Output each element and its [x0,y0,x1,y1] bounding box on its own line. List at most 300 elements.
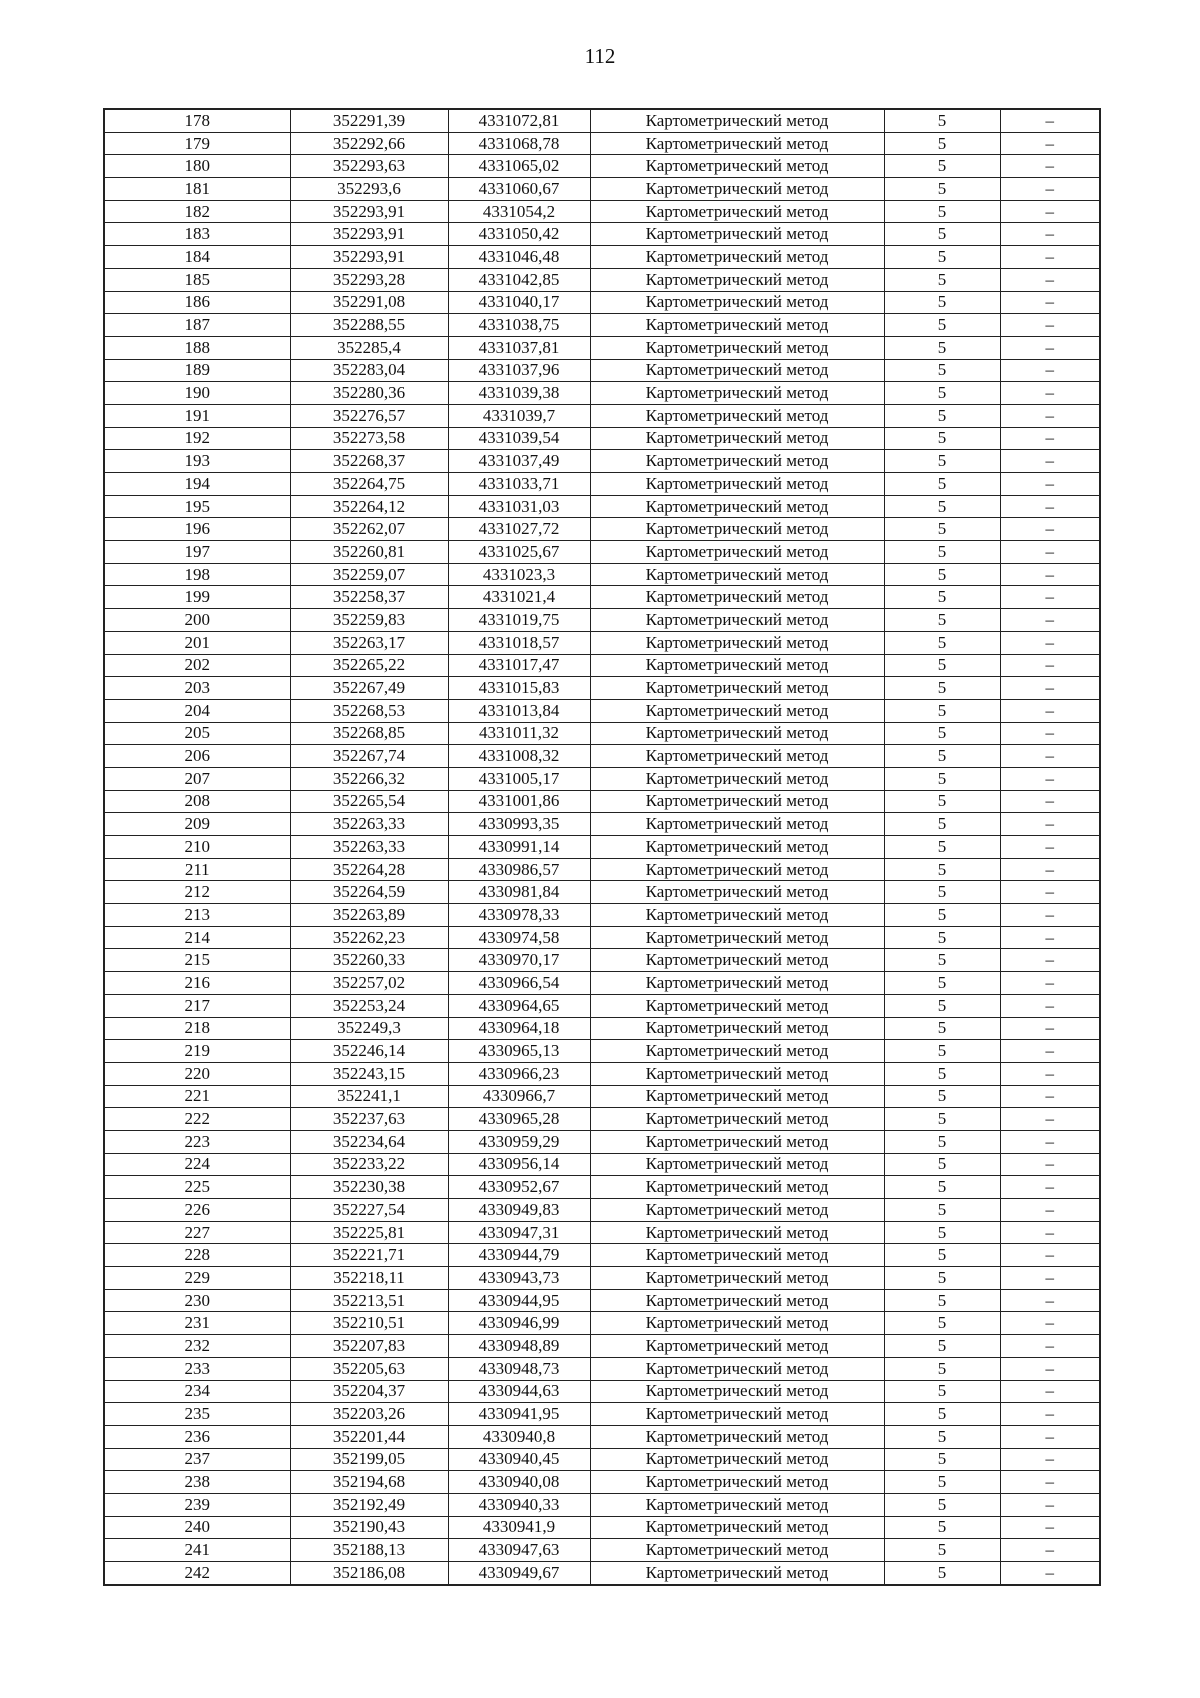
accuracy-cell: 5 [884,563,1000,586]
table-row [104,1062,1100,1085]
method-cell: Картометрический метод [590,881,884,904]
accuracy-cell: 5 [884,155,1000,178]
table-row [104,836,1100,859]
method-cell: Картометрический метод [590,1357,884,1380]
note-cell: – [1000,949,1100,972]
table-row [104,1516,1100,1539]
x-coordinate-cell: 352276,57 [290,404,448,427]
point-number-cell: 190 [104,382,290,405]
point-number-cell: 239 [104,1493,290,1516]
y-coordinate-cell: 4331019,75 [448,609,590,632]
x-coordinate-cell: 352253,24 [290,994,448,1017]
point-number-cell: 201 [104,631,290,654]
point-number-cell: 210 [104,836,290,859]
method-cell: Картометрический метод [590,1335,884,1358]
method-cell: Картометрический метод [590,473,884,496]
x-coordinate-cell: 352266,32 [290,767,448,790]
accuracy-cell: 5 [884,904,1000,927]
accuracy-cell: 5 [884,926,1000,949]
table-row [104,881,1100,904]
point-number-cell: 206 [104,745,290,768]
note-cell: – [1000,1562,1100,1585]
note-cell: – [1000,1221,1100,1244]
accuracy-cell: 5 [884,382,1000,405]
accuracy-cell: 5 [884,223,1000,246]
point-number-cell: 208 [104,790,290,813]
table-row [104,495,1100,518]
note-cell: – [1000,586,1100,609]
method-cell: Картометрический метод [590,1085,884,1108]
accuracy-cell: 5 [884,359,1000,382]
point-number-cell: 234 [104,1380,290,1403]
method-cell: Картометрический метод [590,699,884,722]
table-row [104,1493,1100,1516]
method-cell: Картометрический метод [590,1221,884,1244]
note-cell: – [1000,858,1100,881]
accuracy-cell: 5 [884,246,1000,269]
y-coordinate-cell: 4331072,81 [448,109,590,132]
method-cell: Картометрический метод [590,450,884,473]
accuracy-cell: 5 [884,1017,1000,1040]
x-coordinate-cell: 352234,64 [290,1130,448,1153]
table-row [104,699,1100,722]
y-coordinate-cell: 4330959,29 [448,1130,590,1153]
point-number-cell: 240 [104,1516,290,1539]
accuracy-cell: 5 [884,1267,1000,1290]
point-number-cell: 222 [104,1108,290,1131]
point-number-cell: 213 [104,904,290,927]
method-cell: Картометрический метод [590,1153,884,1176]
y-coordinate-cell: 4331039,7 [448,404,590,427]
y-coordinate-cell: 4330964,18 [448,1017,590,1040]
x-coordinate-cell: 352221,71 [290,1244,448,1267]
point-number-cell: 226 [104,1199,290,1222]
accuracy-cell: 5 [884,767,1000,790]
note-cell: – [1000,904,1100,927]
table-row [104,359,1100,382]
method-cell: Картометрический метод [590,563,884,586]
table-row [104,518,1100,541]
method-cell: Картометрический метод [590,541,884,564]
y-coordinate-cell: 4331042,85 [448,268,590,291]
method-cell: Картометрический метод [590,677,884,700]
accuracy-cell: 5 [884,518,1000,541]
accuracy-cell: 5 [884,1471,1000,1494]
method-cell: Картометрический метод [590,291,884,314]
accuracy-cell: 5 [884,1516,1000,1539]
y-coordinate-cell: 4330944,63 [448,1380,590,1403]
point-number-cell: 207 [104,767,290,790]
note-cell: – [1000,155,1100,178]
table-row [104,1130,1100,1153]
point-number-cell: 204 [104,699,290,722]
x-coordinate-cell: 352233,22 [290,1153,448,1176]
method-cell: Картометрический метод [590,1562,884,1585]
accuracy-cell: 5 [884,109,1000,132]
method-cell: Картометрический метод [590,609,884,632]
table-row [104,1017,1100,1040]
point-number-cell: 205 [104,722,290,745]
y-coordinate-cell: 4330991,14 [448,836,590,859]
accuracy-cell: 5 [884,473,1000,496]
y-coordinate-cell: 4331015,83 [448,677,590,700]
note-cell: – [1000,268,1100,291]
note-cell: – [1000,994,1100,1017]
note-cell: – [1000,1130,1100,1153]
note-cell: – [1000,404,1100,427]
point-number-cell: 189 [104,359,290,382]
x-coordinate-cell: 352265,54 [290,790,448,813]
table-row [104,904,1100,927]
x-coordinate-cell: 352283,04 [290,359,448,382]
note-cell: – [1000,1289,1100,1312]
note-cell: – [1000,1539,1100,1562]
x-coordinate-cell: 352280,36 [290,382,448,405]
note-cell: – [1000,1199,1100,1222]
method-cell: Картометрический метод [590,1199,884,1222]
point-number-cell: 233 [104,1357,290,1380]
table-row [104,1425,1100,1448]
method-cell: Картометрический метод [590,1108,884,1131]
point-number-cell: 241 [104,1539,290,1562]
x-coordinate-cell: 352267,49 [290,677,448,700]
method-cell: Картометрический метод [590,1062,884,1085]
note-cell: – [1000,745,1100,768]
x-coordinate-cell: 352201,44 [290,1425,448,1448]
point-number-cell: 231 [104,1312,290,1335]
accuracy-cell: 5 [884,1335,1000,1358]
note-cell: – [1000,677,1100,700]
accuracy-cell: 5 [884,1085,1000,1108]
table-row [104,1312,1100,1335]
y-coordinate-cell: 4331017,47 [448,654,590,677]
method-cell: Картометрический метод [590,1289,884,1312]
table-row [104,1153,1100,1176]
table-row [104,246,1100,269]
x-coordinate-cell: 352262,23 [290,926,448,949]
x-coordinate-cell: 352259,83 [290,609,448,632]
method-cell: Картометрический метод [590,836,884,859]
note-cell: – [1000,336,1100,359]
method-cell: Картометрический метод [590,1244,884,1267]
method-cell: Картометрический метод [590,155,884,178]
accuracy-cell: 5 [884,541,1000,564]
accuracy-cell: 5 [884,586,1000,609]
table-row [104,404,1100,427]
point-number-cell: 217 [104,994,290,1017]
x-coordinate-cell: 352218,11 [290,1267,448,1290]
y-coordinate-cell: 4330949,67 [448,1562,590,1585]
table-row [104,1267,1100,1290]
point-number-cell: 223 [104,1130,290,1153]
y-coordinate-cell: 4331054,2 [448,200,590,223]
x-coordinate-cell: 352210,51 [290,1312,448,1335]
y-coordinate-cell: 4330966,7 [448,1085,590,1108]
note-cell: – [1000,654,1100,677]
method-cell: Картометрический метод [590,904,884,927]
note-cell: – [1000,1425,1100,1448]
note-cell: – [1000,1493,1100,1516]
point-number-cell: 180 [104,155,290,178]
accuracy-cell: 5 [884,631,1000,654]
x-coordinate-cell: 352293,63 [290,155,448,178]
y-coordinate-cell: 4331039,38 [448,382,590,405]
point-number-cell: 193 [104,450,290,473]
y-coordinate-cell: 4331018,57 [448,631,590,654]
accuracy-cell: 5 [884,654,1000,677]
method-cell: Картометрический метод [590,359,884,382]
note-cell: – [1000,926,1100,949]
point-number-cell: 194 [104,473,290,496]
table-row [104,1040,1100,1063]
accuracy-cell: 5 [884,813,1000,836]
accuracy-cell: 5 [884,1448,1000,1471]
method-cell: Картометрический метод [590,972,884,995]
point-number-cell: 184 [104,246,290,269]
y-coordinate-cell: 4331060,67 [448,178,590,201]
accuracy-cell: 5 [884,858,1000,881]
x-coordinate-cell: 352262,07 [290,518,448,541]
note-cell: – [1000,132,1100,155]
method-cell: Картометрический метод [590,1539,884,1562]
y-coordinate-cell: 4331008,32 [448,745,590,768]
table-row [104,1085,1100,1108]
point-number-cell: 186 [104,291,290,314]
note-cell: – [1000,427,1100,450]
method-cell: Картометрический метод [590,631,884,654]
note-cell: – [1000,109,1100,132]
method-cell: Картометрический метод [590,722,884,745]
accuracy-cell: 5 [884,336,1000,359]
point-number-cell: 179 [104,132,290,155]
x-coordinate-cell: 352188,13 [290,1539,448,1562]
x-coordinate-cell: 352264,75 [290,473,448,496]
point-number-cell: 228 [104,1244,290,1267]
y-coordinate-cell: 4330949,83 [448,1199,590,1222]
method-cell: Картометрический метод [590,314,884,337]
x-coordinate-cell: 352293,91 [290,246,448,269]
x-coordinate-cell: 352203,26 [290,1403,448,1426]
table-row [104,1380,1100,1403]
y-coordinate-cell: 4330986,57 [448,858,590,881]
x-coordinate-cell: 352293,91 [290,223,448,246]
y-coordinate-cell: 4330940,8 [448,1425,590,1448]
accuracy-cell: 5 [884,1539,1000,1562]
method-cell: Картометрический метод [590,427,884,450]
accuracy-cell: 5 [884,1357,1000,1380]
note-cell: – [1000,200,1100,223]
accuracy-cell: 5 [884,1130,1000,1153]
y-coordinate-cell: 4331038,75 [448,314,590,337]
note-cell: – [1000,699,1100,722]
table-row [104,223,1100,246]
x-coordinate-cell: 352241,1 [290,1085,448,1108]
note-cell: – [1000,541,1100,564]
method-cell: Картометрический метод [590,495,884,518]
method-cell: Картометрический метод [590,404,884,427]
note-cell: – [1000,836,1100,859]
y-coordinate-cell: 4330948,73 [448,1357,590,1380]
note-cell: – [1000,722,1100,745]
note-cell: – [1000,972,1100,995]
y-coordinate-cell: 4330978,33 [448,904,590,927]
accuracy-cell: 5 [884,677,1000,700]
point-number-cell: 188 [104,336,290,359]
note-cell: – [1000,1516,1100,1539]
note-cell: – [1000,1471,1100,1494]
accuracy-cell: 5 [884,699,1000,722]
point-number-cell: 235 [104,1403,290,1426]
x-coordinate-cell: 352190,43 [290,1516,448,1539]
table-row [104,949,1100,972]
note-cell: – [1000,1062,1100,1085]
method-cell: Картометрический метод [590,1267,884,1290]
method-cell: Картометрический метод [590,926,884,949]
point-number-cell: 197 [104,541,290,564]
method-cell: Картометрический метод [590,336,884,359]
x-coordinate-cell: 352268,53 [290,699,448,722]
y-coordinate-cell: 4330993,35 [448,813,590,836]
accuracy-cell: 5 [884,1380,1000,1403]
method-cell: Картометрический метод [590,132,884,155]
x-coordinate-cell: 352263,89 [290,904,448,927]
method-cell: Картометрический метод [590,813,884,836]
x-coordinate-cell: 352264,28 [290,858,448,881]
table-row [104,1244,1100,1267]
method-cell: Картометрический метод [590,654,884,677]
x-coordinate-cell: 352292,66 [290,132,448,155]
accuracy-cell: 5 [884,972,1000,995]
accuracy-cell: 5 [884,1040,1000,1063]
table-row [104,813,1100,836]
accuracy-cell: 5 [884,1425,1000,1448]
y-coordinate-cell: 4330944,79 [448,1244,590,1267]
y-coordinate-cell: 4331025,67 [448,541,590,564]
x-coordinate-cell: 352265,22 [290,654,448,677]
x-coordinate-cell: 352267,74 [290,745,448,768]
point-number-cell: 211 [104,858,290,881]
y-coordinate-cell: 4330965,13 [448,1040,590,1063]
accuracy-cell: 5 [884,450,1000,473]
point-number-cell: 185 [104,268,290,291]
table-row [104,336,1100,359]
accuracy-cell: 5 [884,404,1000,427]
point-number-cell: 236 [104,1425,290,1448]
table-row [104,1199,1100,1222]
note-cell: – [1000,1312,1100,1335]
note-cell: – [1000,767,1100,790]
point-number-cell: 232 [104,1335,290,1358]
x-coordinate-cell: 352288,55 [290,314,448,337]
x-coordinate-cell: 352207,83 [290,1335,448,1358]
x-coordinate-cell: 352213,51 [290,1289,448,1312]
table-row [104,972,1100,995]
y-coordinate-cell: 4331037,81 [448,336,590,359]
note-cell: – [1000,518,1100,541]
table-row [104,1448,1100,1471]
y-coordinate-cell: 4330947,31 [448,1221,590,1244]
method-cell: Картометрический метод [590,1176,884,1199]
note-cell: – [1000,178,1100,201]
method-cell: Картометрический метод [590,268,884,291]
y-coordinate-cell: 4330940,08 [448,1471,590,1494]
y-coordinate-cell: 4331013,84 [448,699,590,722]
note-cell: – [1000,246,1100,269]
method-cell: Картометрический метод [590,1471,884,1494]
point-number-cell: 202 [104,654,290,677]
x-coordinate-cell: 352263,17 [290,631,448,654]
x-coordinate-cell: 352230,38 [290,1176,448,1199]
method-cell: Картометрический метод [590,790,884,813]
note-cell: – [1000,813,1100,836]
y-coordinate-cell: 4331050,42 [448,223,590,246]
table-row [104,631,1100,654]
method-cell: Картометрический метод [590,1516,884,1539]
point-number-cell: 195 [104,495,290,518]
x-coordinate-cell: 352249,3 [290,1017,448,1040]
table-row [104,677,1100,700]
note-cell: – [1000,1267,1100,1290]
table-row [104,1108,1100,1131]
y-coordinate-cell: 4331023,3 [448,563,590,586]
note-cell: – [1000,314,1100,337]
page-number: 112 [584,44,616,68]
table-row [104,609,1100,632]
table-row [104,767,1100,790]
x-coordinate-cell: 352204,37 [290,1380,448,1403]
x-coordinate-cell: 352225,81 [290,1221,448,1244]
y-coordinate-cell: 4330944,95 [448,1289,590,1312]
x-coordinate-cell: 352285,4 [290,336,448,359]
point-number-cell: 216 [104,972,290,995]
table-row [104,1221,1100,1244]
table-row [104,1403,1100,1426]
point-number-cell: 212 [104,881,290,904]
accuracy-cell: 5 [884,836,1000,859]
accuracy-cell: 5 [884,1403,1000,1426]
accuracy-cell: 5 [884,790,1000,813]
table-row [104,1176,1100,1199]
note-cell: – [1000,1108,1100,1131]
accuracy-cell: 5 [884,609,1000,632]
y-coordinate-cell: 4330947,63 [448,1539,590,1562]
accuracy-cell: 5 [884,1062,1000,1085]
method-cell: Картометрический метод [590,382,884,405]
x-coordinate-cell: 352263,33 [290,836,448,859]
x-coordinate-cell: 352264,12 [290,495,448,518]
x-coordinate-cell: 352259,07 [290,563,448,586]
method-cell: Картометрический метод [590,745,884,768]
accuracy-cell: 5 [884,722,1000,745]
accuracy-cell: 5 [884,178,1000,201]
point-number-cell: 181 [104,178,290,201]
table-row [104,450,1100,473]
method-cell: Картометрический метод [590,994,884,1017]
table-row [104,291,1100,314]
note-cell: – [1000,450,1100,473]
method-cell: Картометрический метод [590,246,884,269]
point-number-cell: 221 [104,1085,290,1108]
y-coordinate-cell: 4331046,48 [448,246,590,269]
method-cell: Картометрический метод [590,767,884,790]
table-row [104,382,1100,405]
y-coordinate-cell: 4330952,67 [448,1176,590,1199]
method-cell: Картометрический метод [590,1130,884,1153]
point-number-cell: 220 [104,1062,290,1085]
point-number-cell: 224 [104,1153,290,1176]
note-cell: – [1000,1176,1100,1199]
table-row [104,722,1100,745]
